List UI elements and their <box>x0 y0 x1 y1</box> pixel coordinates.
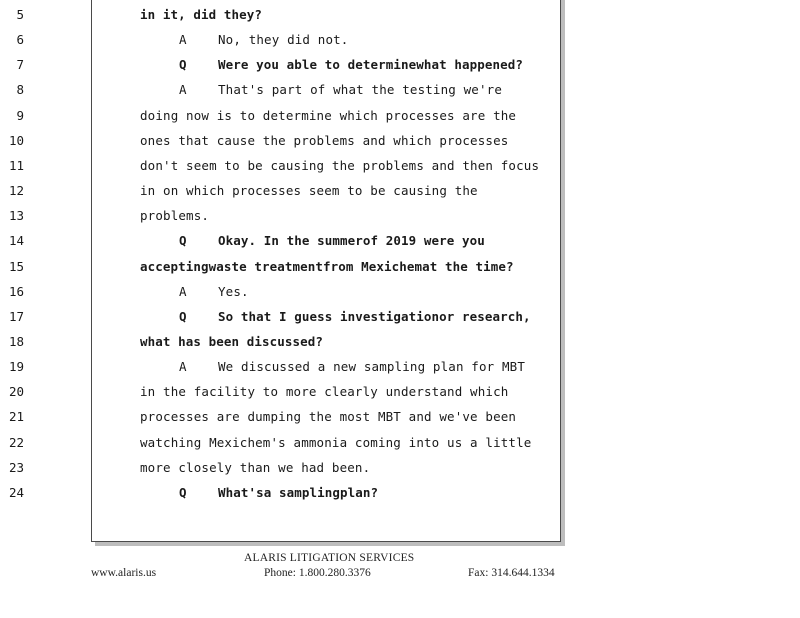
transcript-line <box>16 55 560 75</box>
line-text: No, they did not. <box>218 32 349 48</box>
transcript-line <box>8 382 560 402</box>
transcript-line <box>8 131 560 151</box>
line-text: in on which processes seem to be causing the <box>140 183 478 199</box>
transcript-line <box>8 332 560 352</box>
line-text: ones that cause the problems and which processes <box>140 132 509 148</box>
speaker-label: Q <box>179 57 187 73</box>
line-number: 13 <box>8 208 24 224</box>
transcript-line <box>16 30 560 50</box>
transcript-line <box>8 257 560 277</box>
line-text: acceptingwaste treatmentfrom Mexichemat the time? <box>140 258 514 274</box>
transcript-line <box>8 282 560 302</box>
line-number: 17 <box>8 308 24 324</box>
line-text: So that I guess investigationor research, <box>218 308 531 324</box>
line-number: 8 <box>16 82 24 98</box>
line-number: 10 <box>8 132 24 148</box>
footer-company: ALARIS LITIGATION SERVICES <box>244 552 415 564</box>
transcript-line <box>8 357 560 377</box>
transcript-line <box>8 181 560 201</box>
transcript-line <box>8 483 560 503</box>
line-number: 21 <box>8 409 24 425</box>
line-number: 15 <box>8 258 24 274</box>
transcript-line <box>16 106 560 126</box>
speaker-label: Q <box>179 233 187 249</box>
line-text: Were you able to determinewhat happened? <box>218 57 524 73</box>
line-text: Yes. <box>218 283 249 299</box>
line-number: 18 <box>8 333 24 349</box>
transcript-line <box>16 5 560 25</box>
speaker-label: A <box>179 82 187 98</box>
transcript-line <box>8 156 560 176</box>
transcript-line <box>8 307 560 327</box>
speaker-label: A <box>179 359 187 375</box>
line-text: processes are dumping the most MBT and we've been <box>140 409 517 425</box>
line-number: 9 <box>16 107 24 123</box>
line-text: in the facility to more clearly understand which <box>140 384 509 400</box>
line-text: We discussed a new sampling plan for MBT <box>218 359 526 375</box>
line-text: watching Mexichem's ammonia coming into us a little <box>140 434 532 450</box>
line-number: 7 <box>16 57 24 73</box>
line-text: more closely than we had been. <box>140 459 371 475</box>
line-number: 14 <box>8 233 24 249</box>
transcript-line <box>8 206 560 226</box>
transcript-line <box>8 407 560 427</box>
line-number: 20 <box>8 384 24 400</box>
footer-website[interactable]: www.alaris.us <box>91 567 157 579</box>
speaker-label: Q <box>179 484 187 500</box>
line-number: 22 <box>8 434 24 450</box>
line-text: That's part of what the testing we're <box>218 82 502 98</box>
line-text: don't seem to be causing the problems and then focus <box>140 157 540 173</box>
line-text: What'sa samplingplan? <box>218 484 379 500</box>
line-number: 23 <box>8 459 24 475</box>
line-text: Okay. In the summerof 2019 were you <box>218 233 485 249</box>
footer-phone: Phone: 1.800.280.3376 <box>264 567 371 579</box>
speaker-label: A <box>179 32 187 48</box>
transcript-line <box>16 80 560 100</box>
line-number: 6 <box>16 32 24 48</box>
line-text: doing now is to determine which processes are the <box>140 107 517 123</box>
transcript-line <box>8 433 560 453</box>
footer-fax: Fax: 314.644.1334 <box>468 567 555 579</box>
line-number: 12 <box>8 183 24 199</box>
transcript-line <box>8 458 560 478</box>
transcript-page <box>8 0 561 542</box>
transcript-line <box>8 231 560 251</box>
line-number: 11 <box>8 157 24 173</box>
line-number: 19 <box>8 359 24 375</box>
line-text: in it, did they? <box>140 7 263 22</box>
line-text: problems. <box>140 208 210 224</box>
line-number: 5 <box>16 7 24 22</box>
speaker-label: Q <box>179 308 187 324</box>
line-text: what has been discussed? <box>140 333 324 349</box>
line-number: 24 <box>8 484 24 500</box>
speaker-label: A <box>179 283 187 299</box>
line-number: 16 <box>8 283 24 299</box>
